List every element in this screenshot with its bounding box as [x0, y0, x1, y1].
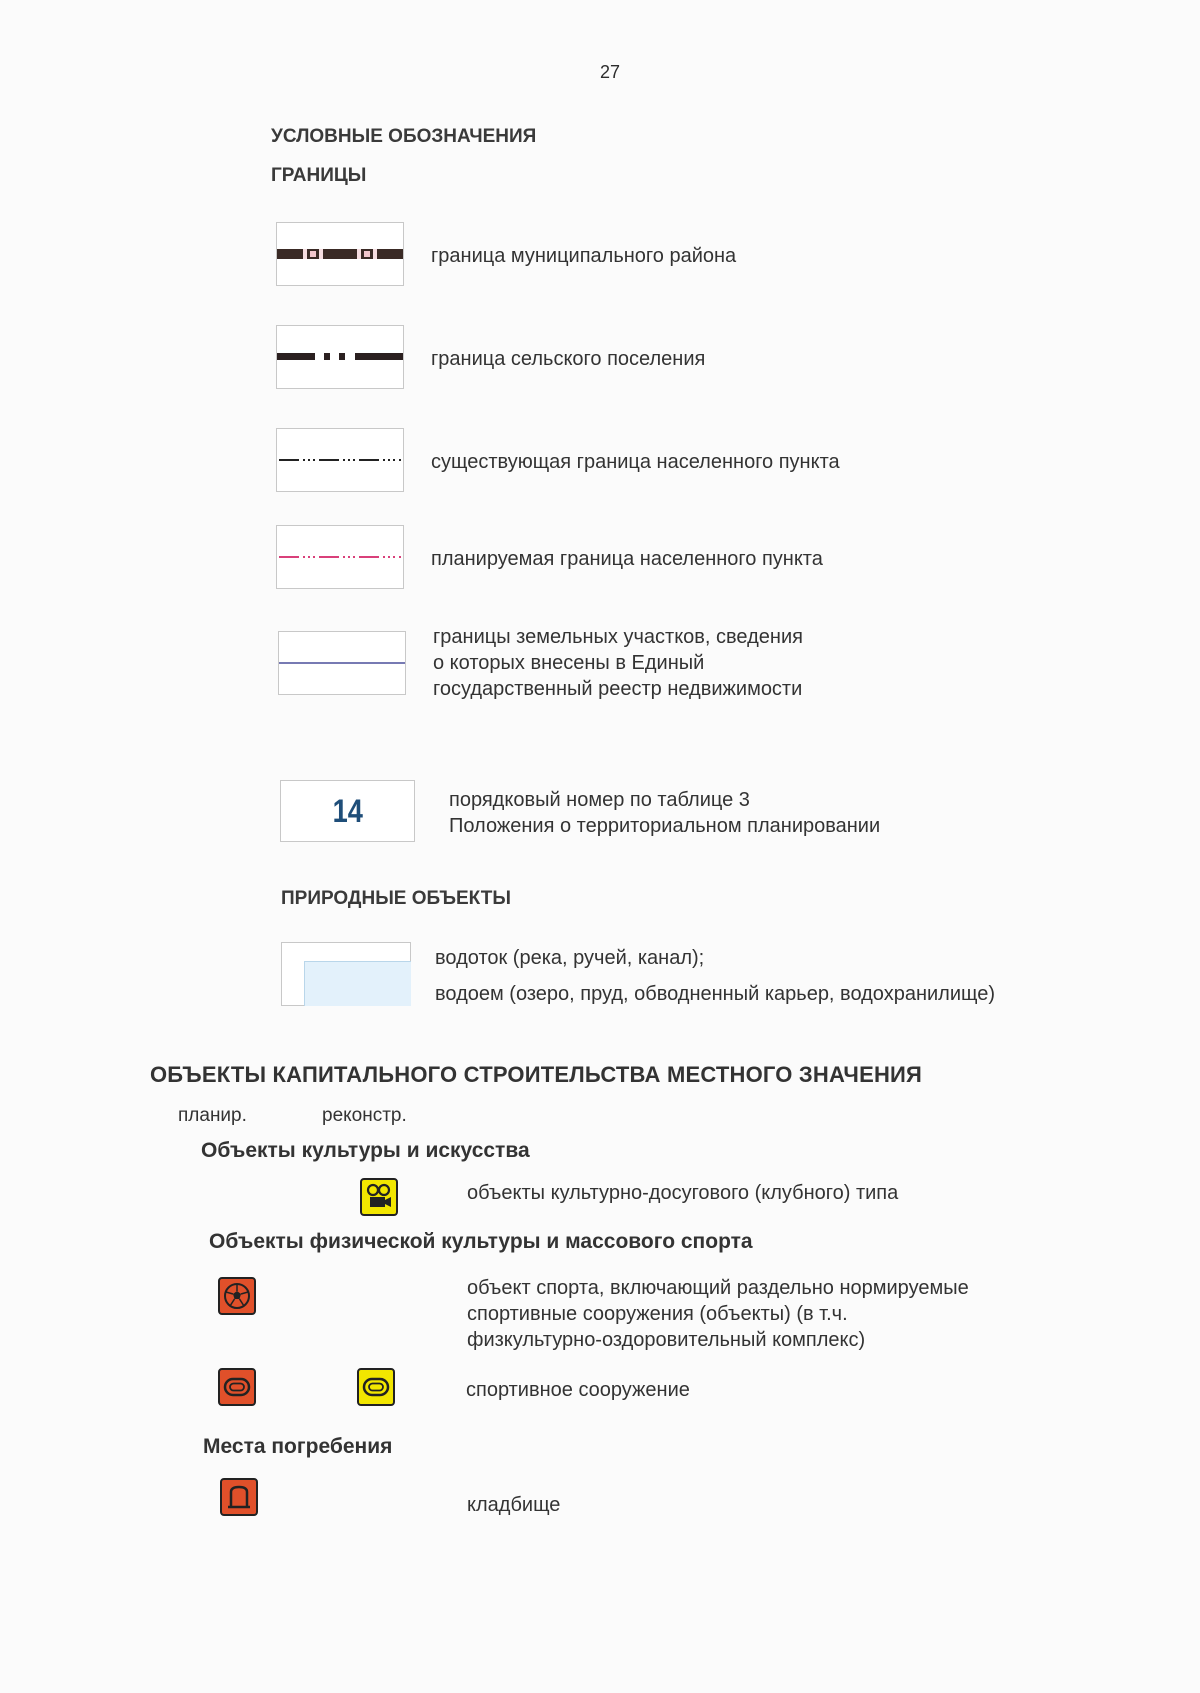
sequence-line-1: порядковый номер по таблице 3: [449, 789, 750, 811]
sequence-number-swatch: [280, 780, 415, 842]
water-body-swatch: [281, 942, 411, 1006]
stadium-track-icon-planned: [218, 1368, 256, 1406]
boundaries-heading: ГРАНИЦЫ: [271, 165, 367, 186]
natural-objects-label: [435, 940, 995, 1012]
settlement-boundary-line-icon: [277, 326, 403, 388]
page-number: 27: [599, 62, 621, 82]
sequence-number-value: 14: [332, 792, 363, 829]
capital-objects-heading: ОБЪЕКТЫ КАПИТАЛЬНОГО СТРОИТЕЛЬСТВА МЕСТНОГО ЗНАЧЕНИЯ: [150, 1062, 923, 1087]
parcels-line-3: государственный реестр недвижимости: [433, 678, 803, 700]
sport-line-3: физкультурно-оздоровительный комплекс): [467, 1329, 866, 1351]
cemetery-gate-icon: [220, 1478, 258, 1516]
planned-settlement-boundary-swatch: [276, 525, 404, 589]
planned-boundary-line-icon: [277, 526, 403, 588]
boundary-label-planned: планируемая граница населенного пункта: [431, 548, 823, 570]
natural-line-2: водоем (озеро, пруд, обводненный карьер, водохранилище): [435, 983, 996, 1005]
culture-heading: Объекты культуры и искусства: [201, 1139, 530, 1162]
land-parcel-boundary-swatch: [278, 631, 406, 695]
boundary-label-parcels: [433, 624, 803, 702]
parcels-line-1: границы земельных участков, сведения: [433, 626, 803, 648]
existing-settlement-boundary-swatch: [276, 428, 404, 492]
culture-item-label: объекты культурно-досугового (клубного) типа: [467, 1182, 899, 1204]
water-fill: [304, 961, 411, 1006]
sport-line-1: объект спорта, включающий раздельно нормируемые: [467, 1277, 969, 1299]
rural-settlement-boundary-swatch: [276, 325, 404, 389]
legend-title: УСЛОВНЫЕ ОБОЗНАЧЕНИЯ: [271, 126, 537, 147]
soccer-ball-icon: [218, 1277, 256, 1315]
boundary-label-municipal: граница муниципального района: [431, 245, 737, 267]
sport-line-2: спортивные сооружения (объекты) (в т.ч.: [467, 1303, 848, 1325]
burial-heading: Места погребения: [203, 1435, 393, 1458]
sport-heading: Объекты физической культуры и массового спорта: [209, 1230, 753, 1253]
boundary-label-existing: существующая граница населенного пункта: [431, 451, 840, 473]
sport-item1-label: [467, 1275, 969, 1353]
natural-line-1: водоток (река, ручей, канал);: [435, 947, 705, 969]
column-planned: планир.: [178, 1105, 247, 1126]
parcels-line-2: о которых внесены в Единый: [433, 652, 705, 674]
existing-boundary-line-icon: [277, 429, 403, 491]
natural-objects-heading: ПРИРОДНЫЕ ОБЪЕКТЫ: [281, 888, 511, 909]
burial-item-label: кладбище: [467, 1494, 561, 1516]
sport-item2-label: спортивное сооружение: [466, 1379, 690, 1401]
sequence-number-label: [449, 787, 880, 839]
boundary-label-rural: граница сельского поселения: [431, 348, 706, 370]
stadium-track-icon-reconstructed: [357, 1368, 395, 1406]
sequence-line-2: Положения о территориальном планировании: [449, 815, 881, 837]
column-reconstructed: реконстр.: [322, 1105, 407, 1126]
film-camera-icon: [360, 1178, 398, 1216]
parcel-boundary-line-icon: [279, 632, 405, 694]
municipal-boundary-line-icon: [277, 223, 403, 285]
municipal-district-boundary-swatch: [276, 222, 404, 286]
